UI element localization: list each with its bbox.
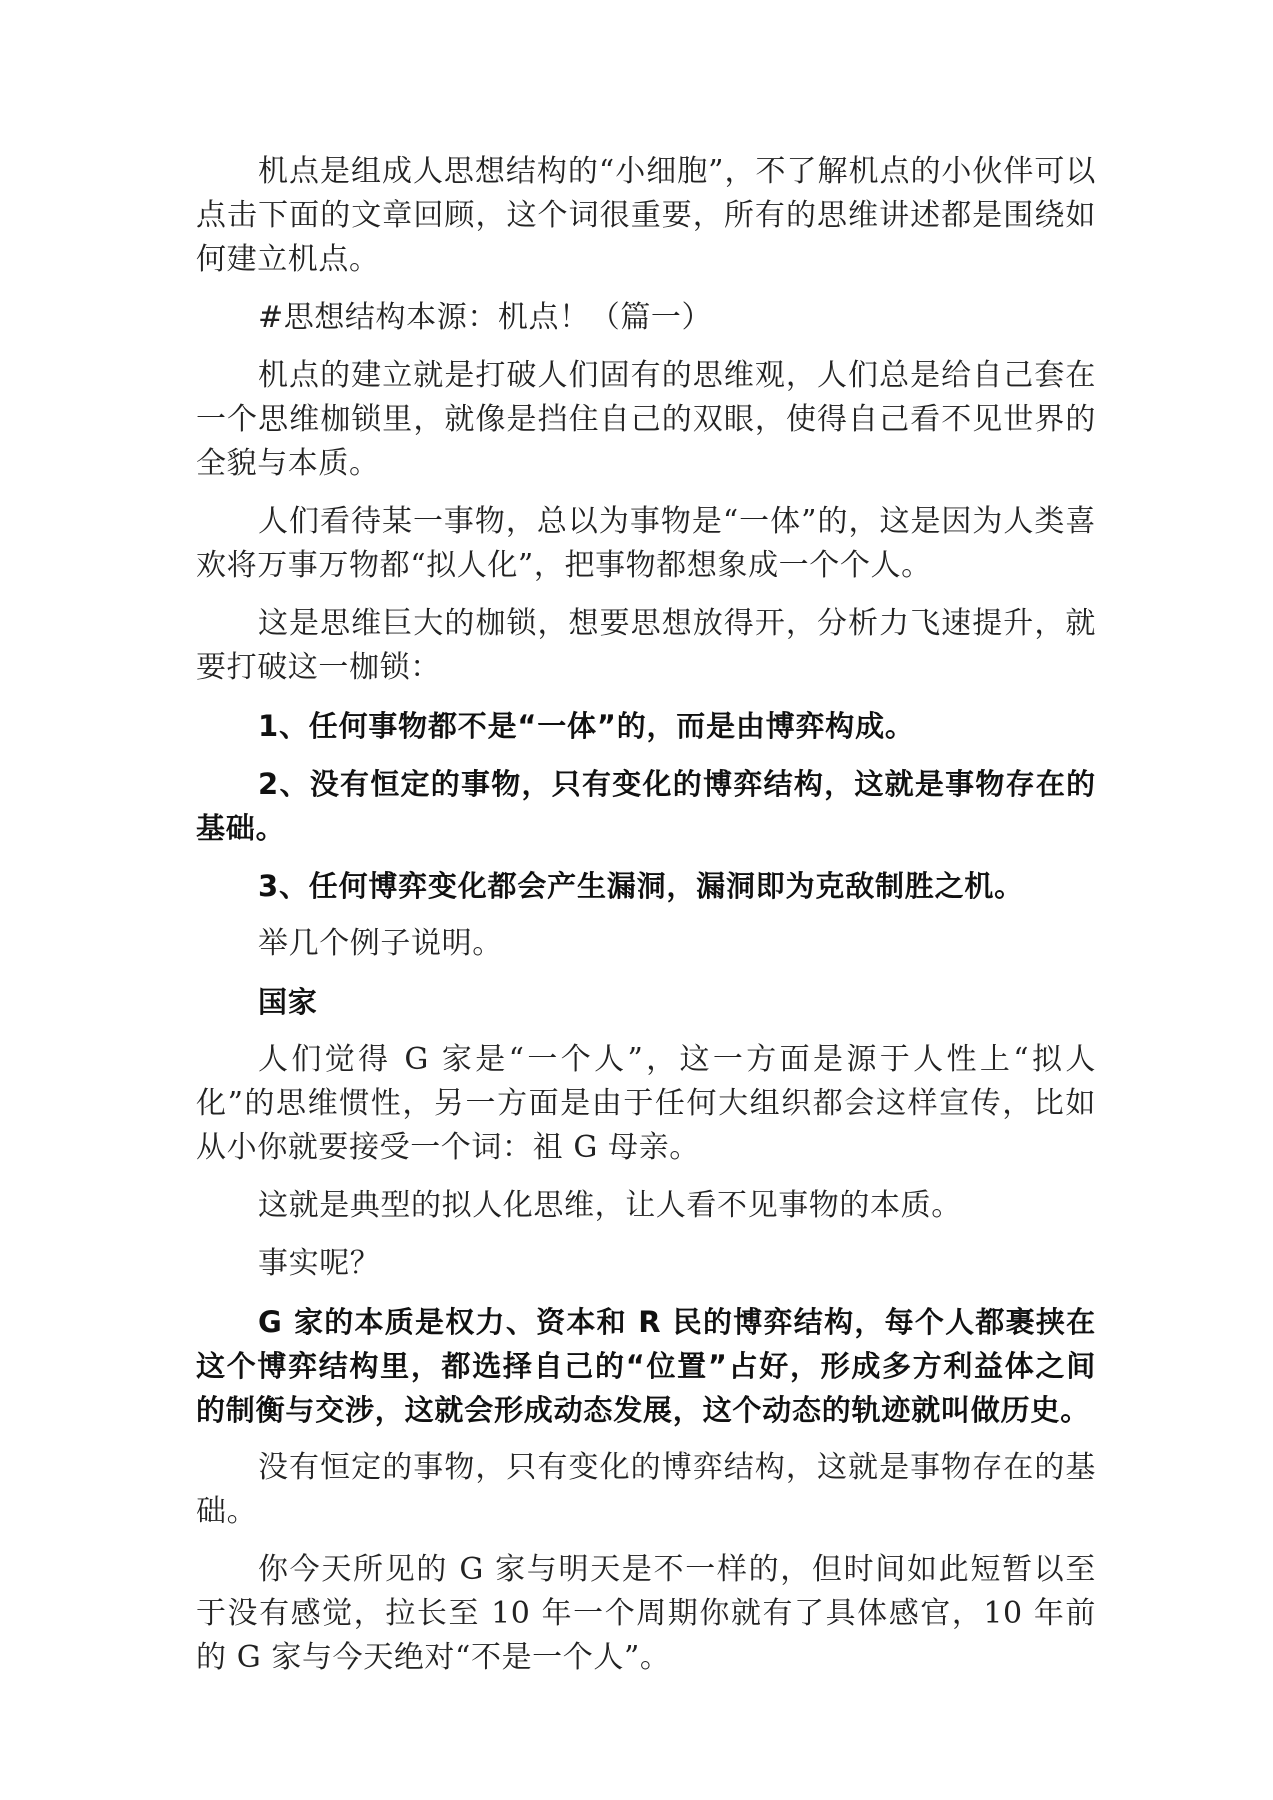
article-body [196,150,1096,1694]
point-2: 2、没有恒定的事物，只有变化的博弈结构，这就是事物存在的基础。 [196,767,1096,845]
paragraph: 这是思维巨大的枷锁，想要思想放得开，分析力飞速提升，就要打破这一枷锁： [196,606,1096,685]
paragraph: 机点的建立就是打破人们固有的思维观，人们总是给自己套在一个思维枷锁里，就像是挡住自己的双眼，使得自己看不见世界的全貌与本质。 [196,358,1096,481]
article-link-reference: #思想结构本源：机点！（篇一） [258,300,713,335]
paragraph: 事实呢？ [258,1246,381,1281]
paragraph: 这就是典型的拟人化思维，让人看不见事物的本质。 [258,1188,962,1223]
point-1: 1、任何事物都不是“一体”的，而是由博弈构成。 [258,709,915,743]
paragraph: 人们觉得 G 家是“一个人”，这一方面是源于人性上“拟人化”的思维惯性，另一方面是由于任何大组织都会这样宣传，比如从小你就要接受一个词：祖 G 母亲。 [196,1042,1096,1165]
emphasis-paragraph: G 家的本质是权力、资本和 R 民的博弈结构，每个人都裹挟在这个博弈结构里，都选择自己的“位置”占好，形成多方利益体之间的制衡与交涉，这就会形成动态发展，这个动态的轨迹就叫做历史。 [196,1305,1096,1427]
point-3: 3、任何博弈变化都会产生漏洞，漏洞即为克敌制胜之机。 [258,869,1024,903]
paragraph: 你今天所见的 G 家与明天是不一样的，但时间如此短暂以至于没有感觉，拉长至 10 年一个周期你就有了具体感官，10 年前的 G 家与今天绝对“不是一个人”。 [196,1552,1096,1675]
paragraph: 人们看待某一事物，总以为事物是“一体”的，这是因为人类喜欢将万事万物都“拟人化”，把事物都想象成一个个人。 [196,504,1096,583]
paragraph-intro: 机点是组成人思想结构的“小细胞”，不了解机点的小伙伴可以点击下面的文章回顾，这个词很重要，所有的思维讲述都是围绕如何建立机点。 [196,154,1096,277]
section-heading: 国家 [258,985,318,1019]
paragraph: 举几个例子说明。 [258,926,503,961]
paragraph: 没有恒定的事物，只有变化的博弈结构，这就是事物存在的基础。 [196,1450,1096,1529]
